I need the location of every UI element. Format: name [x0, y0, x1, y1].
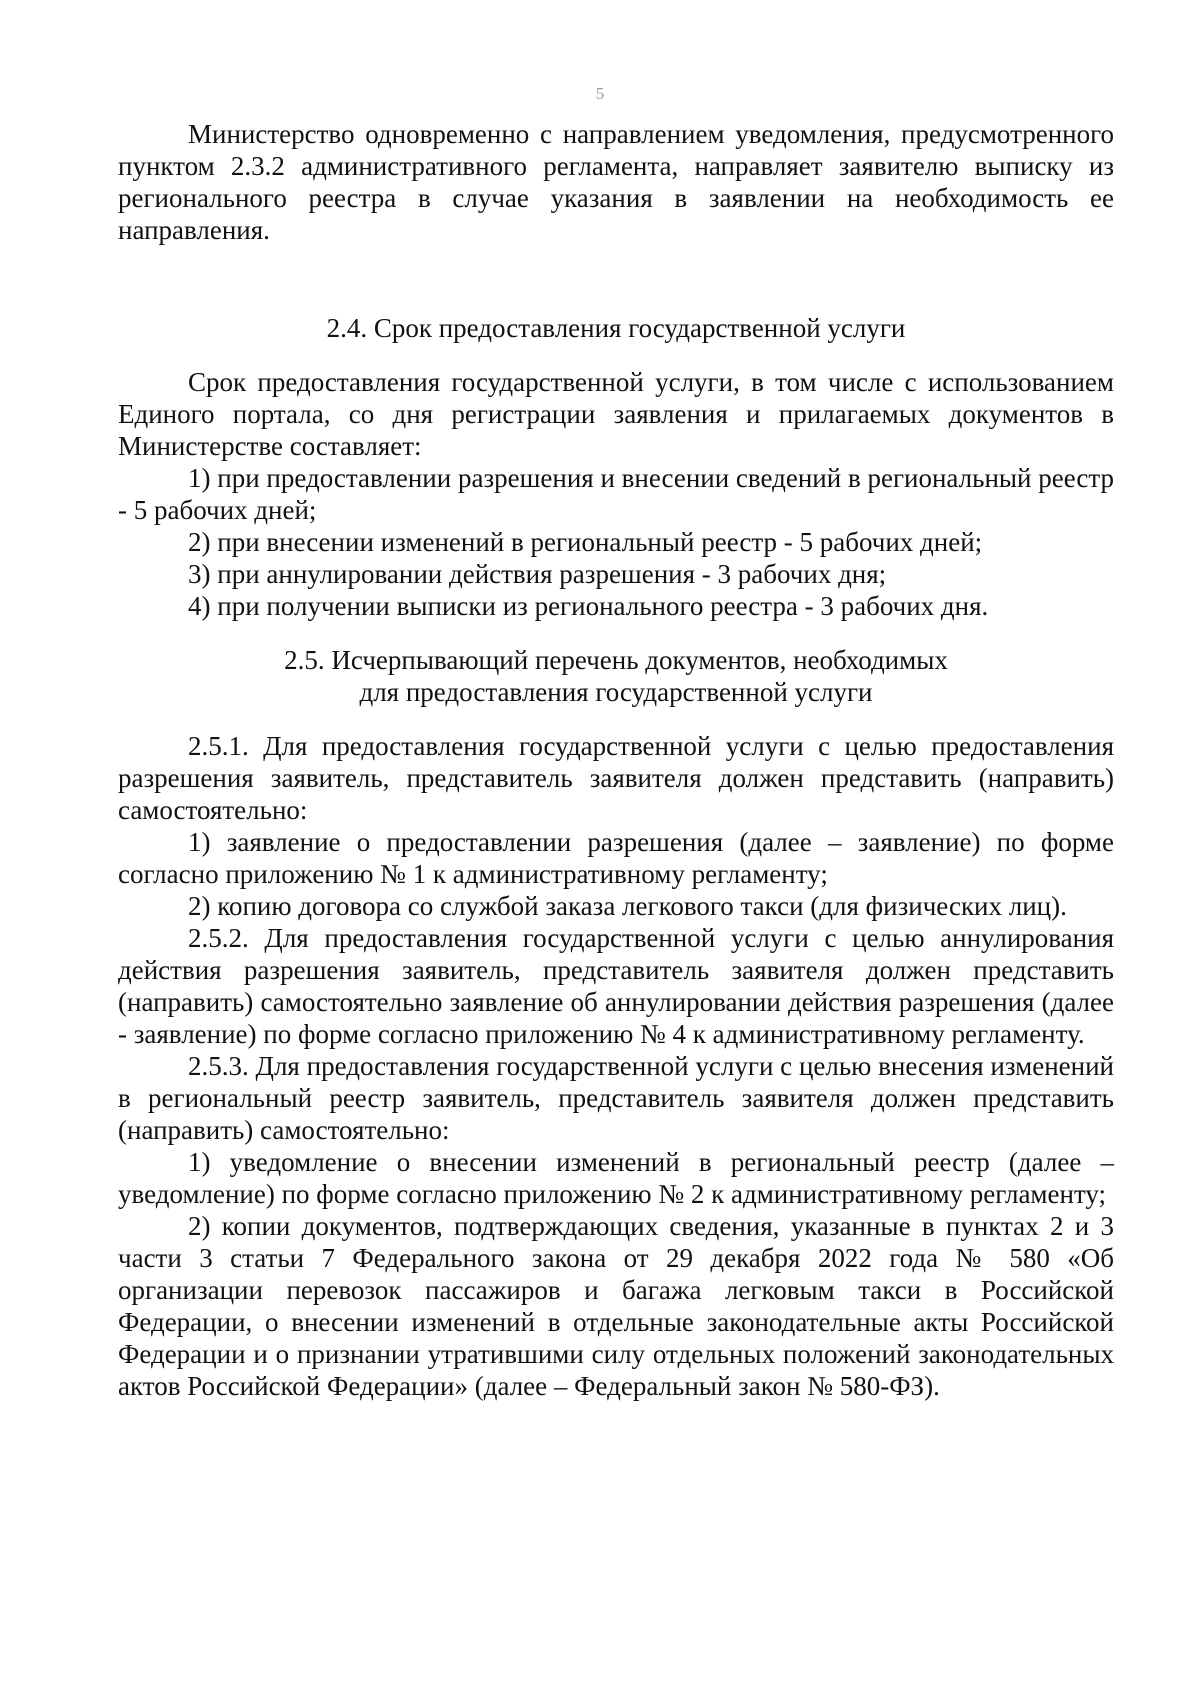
section-2-5-heading-line-2: для предоставления государственной услуги: [359, 677, 873, 707]
paragraph-2-5-1-item-1: 1) заявление о предоставлении разрешения (далее – заявление) по форме согласно приложению № 1 к административному регламенту;: [118, 827, 1114, 889]
spacer: [118, 246, 1114, 290]
section-2-4-item-4: 4) при получении выписки из регионального реестра - 3 рабочих дня.: [188, 591, 989, 621]
section-2-4-item-3: 3) при аннулировании действия разрешения - 3 рабочих дня;: [188, 559, 887, 589]
paragraph-2-5-3-item-1: 1) уведомление о внесении изменений в региональный реестр (далее – уведомление) по форме согласно приложению № 2 к административному регламенту;: [118, 1147, 1114, 1209]
spacer: [118, 622, 1114, 644]
paragraph-2-5-1-item-2: 2) копию договора со службой заказа легкового такси (для физических лиц).: [188, 891, 1067, 921]
section-2-4-item-2: 2) при внесении изменений в региональный реестр - 5 рабочих дней;: [188, 527, 983, 557]
spacer: [118, 344, 1114, 366]
section-2-5-heading-line-1: 2.5. Исчерпывающий перечень документов, необходимых: [284, 645, 948, 675]
paragraph-2-5-2: 2.5.2. Для предоставления государственной услуги с целью аннулирования действия разрешения заявитель, представитель заявителя должен представить (направить) самостоятельно заявление об аннулировании действия разрешения (далее - заявление) по форме согласно приложению № 4 к административному регламенту.: [118, 923, 1114, 1049]
section-2-5-heading: [118, 644, 1114, 708]
intro-paragraph: Министерство одновременно с направлением уведомления, предусмотренного пунктом 2.3.2 административного регламента, направляет заявителю выписку из регионального реестра в случае указания в заявлении на необходимость ее направления.: [118, 119, 1114, 245]
section-2-4-heading: 2.4. Срок предоставления государственной услуги: [326, 313, 906, 343]
paragraph-2-5-1: 2.5.1. Для предоставления государственной услуги с целью предоставления разрешения заявитель, представитель заявителя должен представить (направить) самостоятельно:: [118, 731, 1114, 825]
document-body: [118, 118, 1114, 1402]
section-2-4-lead: Срок предоставления государственной услуги, в том числе с использованием Единого портала, со дня регистрации заявления и прилагаемых документов в Министерстве составляет:: [118, 367, 1114, 461]
section-2-4-item-1: 1) при предоставлении разрешения и внесении сведений в региональный реестр - 5 рабочих дней;: [118, 463, 1114, 525]
spacer: [118, 708, 1114, 730]
page-number: 5: [595, 84, 605, 103]
paragraph-2-5-3-item-2: 2) копии документов, подтверждающих сведения, указанные в пунктах 2 и 3 части 3 статьи 7 Федерального закона от 29 декабря 2022 года № 580 «Об организации перевозок пассажиров и багажа легковым такси в Российской Федерации, о внесении изменений в отдельные законодательные акты Российской Федерации и о признании утратившими силу отдельных положений законодательных актов Российской Федерации» (далее – Федеральный закон № 580-ФЗ).: [118, 1211, 1114, 1401]
paragraph-2-5-3: 2.5.3. Для предоставления государственной услуги с целью внесения изменений в региональный реестр заявитель, представитель заявителя должен представить (направить) самостоятельно:: [118, 1051, 1114, 1145]
spacer: [118, 290, 1114, 312]
